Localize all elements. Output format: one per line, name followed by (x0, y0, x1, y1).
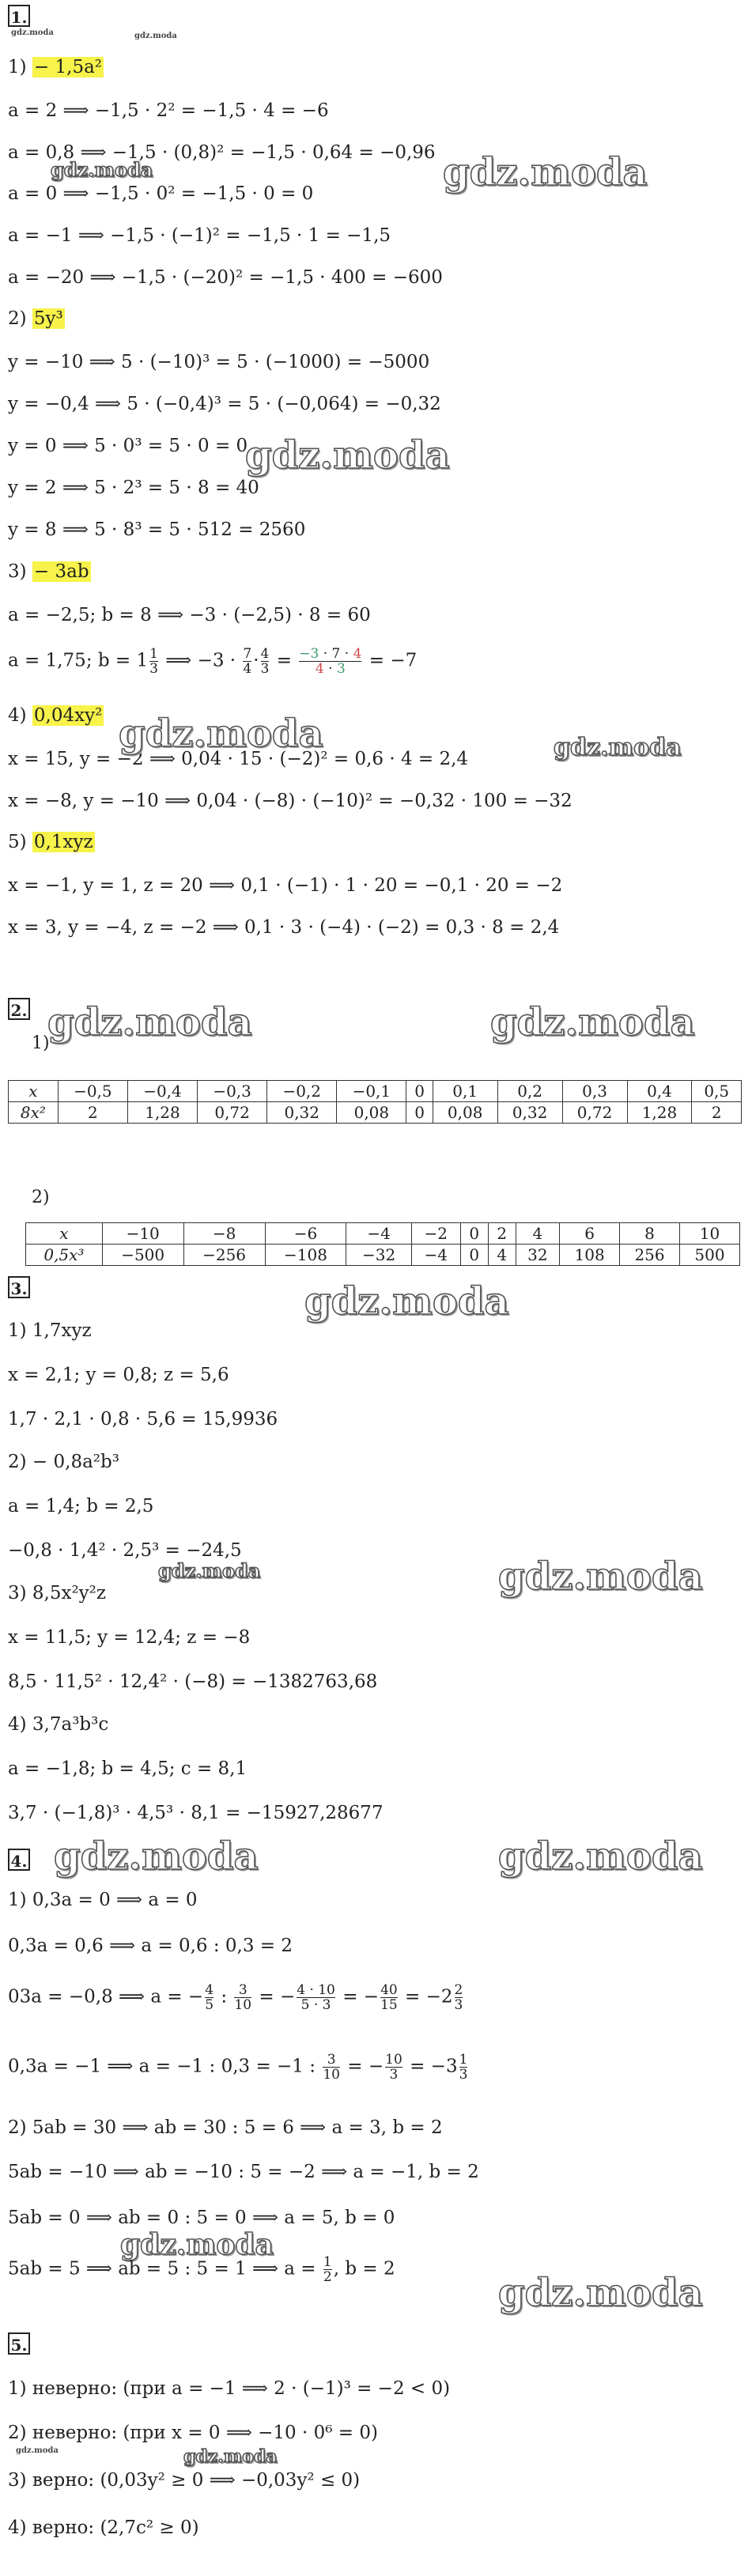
task2-part2-label: 2) (32, 1188, 50, 1207)
table-cell: 108 (560, 1245, 620, 1266)
table-cell: 1,28 (127, 1102, 197, 1124)
task4-fraction-line: 0,3a = −1 ⟹ a = −1 : 0,3 = −1 : $\frac{3}{10}$ = − $\frac{10}{3}$ = −3 $\frac{1}{3}$ (8, 2052, 468, 2083)
task3-line: a = −1,8; b = 4,5; c = 8,1 (8, 1758, 248, 1779)
table-cell: −0,4 (127, 1081, 197, 1102)
table-cell: 0 (406, 1081, 433, 1102)
task1-line: y = −10 ⟹ 5 · (−10)³ = 5 · (−1000) = −5000 (8, 352, 430, 372)
task1-line: a = −2,5; b = 8 ⟹ −3 · (−2,5) · 8 = 60 (8, 605, 371, 625)
table-cell: −0,1 (337, 1081, 406, 1102)
table-cell: 1,28 (627, 1102, 692, 1124)
task1-line: x = −1, y = 1, z = 20 ⟹ 0,1 · (−1) · 1 · 20 = −0,1 · 20 = −2 (8, 875, 563, 896)
table-cell: −500 (102, 1245, 183, 1266)
task1-line: a = 2 ⟹ −1,5 · 2² = −1,5 · 4 = −6 (8, 100, 329, 121)
table-cell: 8 (620, 1223, 680, 1245)
task1-part2-header: 2) 5y³ (8, 308, 63, 329)
table-cell: −10 (102, 1223, 183, 1245)
task3-line: 8,5 · 11,5² · 12,4² · (−8) = −1382763,68 (8, 1671, 378, 1692)
table-cell: 10 (680, 1223, 740, 1245)
task5-line: 4) верно: (2,7c² ≥ 0) (8, 2517, 199, 2538)
table-row-header: x (9, 1081, 59, 1102)
task3-line: 3,7 · (−1,8)³ · 4,5³ · 8,1 = −15927,28677 (8, 1803, 384, 1823)
task4-fraction-line: 5ab = 5 ⟹ ab = 5 : 5 = 1 ⟹ a = $\frac{1}{2}$ , b = 2 (8, 2254, 395, 2285)
table-cell: 0,72 (198, 1102, 267, 1124)
table-cell: 0,08 (433, 1102, 497, 1124)
watermark: gdz.moda (158, 1559, 261, 1582)
watermark: gdz.moda (54, 1834, 259, 1879)
table-row-header: 0,5x³ (26, 1245, 103, 1266)
watermark: gdz.moda (498, 1834, 703, 1879)
watermark: gdz.moda (120, 2228, 274, 2261)
table-cell: 0 (460, 1245, 488, 1266)
task1-line: a = 0,8 ⟹ −1,5 · (0,8)² = −1,5 · 0,64 = −0,96 (8, 142, 436, 163)
table-cell: 0,32 (497, 1102, 562, 1124)
table-cell: −0,5 (58, 1081, 127, 1102)
table-cell: 0,2 (497, 1081, 562, 1102)
task4-line: 1) 0,3a = 0 ⟹ a = 0 (8, 1890, 198, 1910)
task4-line: 5ab = −10 ⟹ ab = −10 : 5 = −2 ⟹ a = −1, b = 2 (8, 2162, 479, 2182)
table-cell: −32 (346, 1245, 411, 1266)
table-cell: −4 (346, 1223, 411, 1245)
task2-table-2 (25, 1222, 740, 1266)
task5-line: 3) верно: (0,03y² ≥ 0 ⟹ −0,03y² ≤ 0) (8, 2470, 361, 2491)
task4-line: 0,3a = 0,6 ⟹ a = 0,6 : 0,3 = 2 (8, 1936, 293, 1956)
watermark-small: gdz.moda (16, 2446, 59, 2455)
watermark: gdz.moda (304, 1279, 509, 1324)
task-number-4: 4. (8, 1849, 30, 1871)
table-cell: 0,72 (562, 1102, 627, 1124)
task1-line: x = 15, y = −2 ⟹ 0,04 · 15 · (−2)² = 0,6 · 4 = 2,4 (8, 749, 469, 769)
task1-part3-header: 3) − 3ab (8, 561, 89, 582)
task1-part4-header: 4) 0,04xy² (8, 705, 103, 726)
task2-part1-label: 1) (32, 1033, 50, 1053)
watermark: gdz.moda (490, 1000, 695, 1044)
watermark-small: gdz.moda (11, 28, 54, 37)
table-cell: 500 (680, 1245, 740, 1266)
table-cell: −108 (265, 1245, 346, 1266)
table-cell: 0,3 (562, 1081, 627, 1102)
watermark: gdz.moda (443, 150, 648, 195)
table-cell: 2 (692, 1102, 742, 1124)
task1-line: a = −1 ⟹ −1,5 · (−1)² = −1,5 · 1 = −1,5 (8, 225, 391, 246)
watermark: gdz.moda (119, 712, 323, 756)
table-cell: 0,32 (267, 1102, 337, 1124)
task1-line: y = 8 ⟹ 5 · 8³ = 5 · 512 = 2560 (8, 519, 306, 540)
task1-part5-header: 5) 0,1xyz (8, 832, 93, 852)
task3-line: 2) − 0,8a²b³ (8, 1452, 119, 1472)
table-cell: 4 (516, 1223, 559, 1245)
task1-line: y = −0,4 ⟹ 5 · (−0,4)³ = 5 · (−0,064) = −0,32 (8, 394, 441, 414)
task1-line: a = 0 ⟹ −1,5 · 0² = −1,5 · 0 = 0 (8, 183, 314, 204)
table-cell: 0,1 (433, 1081, 497, 1102)
task1-line: y = 2 ⟹ 5 · 2³ = 5 · 8 = 40 (8, 478, 259, 498)
table-row-header: x (26, 1223, 103, 1245)
task3-line: x = 11,5; y = 12,4; z = −8 (8, 1627, 251, 1648)
task3-line: x = 2,1; y = 0,8; z = 5,6 (8, 1365, 229, 1385)
table-cell: 2 (488, 1223, 516, 1245)
task3-line: −0,8 · 1,4² · 2,5³ = −24,5 (8, 1540, 242, 1561)
table-cell: −2 (411, 1223, 460, 1245)
task3-line: a = 1,4; b = 2,5 (8, 1496, 154, 1517)
watermark: gdz.moda (47, 1000, 252, 1044)
table-cell: −8 (183, 1223, 265, 1245)
table-cell: 4 (488, 1245, 516, 1266)
table-cell: −6 (265, 1223, 346, 1245)
watermark: gdz.moda (498, 2271, 703, 2315)
task5-line: 1) неверно: (при a = −1 ⟹ 2 · (−1)³ = −2 < 0) (8, 2378, 451, 2399)
task3-line: 4) 3,7a³b³c (8, 1714, 109, 1735)
table-row (9, 1081, 742, 1102)
table-cell: 0,4 (627, 1081, 692, 1102)
task1-line: x = 3, y = −4, z = −2 ⟹ 0,1 · 3 · (−4) · (−2) = 0,3 · 8 = 2,4 (8, 917, 560, 938)
watermark: gdz.moda (51, 158, 153, 181)
task4-line: 5ab = 0 ⟹ ab = 0 : 5 = 0 ⟹ a = 5, b = 0 (8, 2208, 395, 2228)
table-row (9, 1102, 742, 1124)
table-cell: 6 (560, 1223, 620, 1245)
task1-line: a = −20 ⟹ −1,5 · (−20)² = −1,5 · 400 = −600 (8, 267, 443, 288)
table-row-header: 8x² (9, 1102, 59, 1124)
watermark-small: gdz.moda (134, 32, 177, 40)
task1-line: y = 0 ⟹ 5 · 0³ = 5 · 0 = 0 (8, 436, 248, 456)
table-cell: 256 (620, 1245, 680, 1266)
table-cell: −4 (411, 1245, 460, 1266)
task1-fraction-line: a = 1,75; b = 1 $\frac{1}{3}$ ⟹ −3 · $\frac{7}{4}$ · $\frac{4}{3}$ = $\frac{-3 \cdot 7 \cdot 4}{4 \cdot 3}$ = −7 (8, 646, 418, 677)
task3-line: 1) 1,7xyz (8, 1320, 92, 1341)
task2-table-1 (8, 1080, 742, 1124)
watermark: gdz.moda (554, 734, 682, 761)
task4-line: 2) 5ab = 30 ⟹ ab = 30 : 5 = 6 ⟹ a = 3, b = 2 (8, 2117, 443, 2138)
watermark: gdz.moda (498, 1554, 703, 1599)
table-cell: 0,5 (692, 1081, 742, 1102)
table-cell: −0,3 (198, 1081, 267, 1102)
task4-fraction-line: 03a = −0,8 ⟹ a = − $\frac{4}{5}$ : $\frac{3}{10}$ = − $\frac{4 \cdot 10}{5 \cdot 3}$ = − $\frac{40}{15}$ = −2 $\frac{2}{3}$ (8, 1982, 463, 2013)
task1-part1-header: 1) − 1,5a² (8, 57, 103, 77)
task5-line: 2) неверно: (при x = 0 ⟹ −10 · 0⁶ = 0) (8, 2423, 378, 2443)
task1-line: x = −8, y = −10 ⟹ 0,04 · (−8) · (−10)² = −0,32 · 100 = −32 (8, 791, 573, 811)
table-row (26, 1245, 740, 1266)
task-number-3: 3. (8, 1276, 30, 1298)
task3-line: 3) 8,5x²y²z (8, 1583, 107, 1603)
table-cell: −256 (183, 1245, 265, 1266)
table-cell: 0 (406, 1102, 433, 1124)
table-cell: −0,2 (267, 1081, 337, 1102)
table-cell: 0,08 (337, 1102, 406, 1124)
watermark: gdz.moda (183, 2446, 278, 2467)
task-number-5: 5. (8, 2332, 30, 2355)
watermark: gdz.moda (245, 433, 450, 478)
table-cell: 32 (516, 1245, 559, 1266)
table-cell: 0 (460, 1223, 488, 1245)
table-cell: 2 (58, 1102, 127, 1124)
task3-line: 1,7 · 2,1 · 0,8 · 5,6 = 15,9936 (8, 1409, 278, 1430)
table-row (26, 1223, 740, 1245)
task-number-2: 2. (8, 998, 30, 1020)
task-number-1: 1. (8, 5, 30, 27)
